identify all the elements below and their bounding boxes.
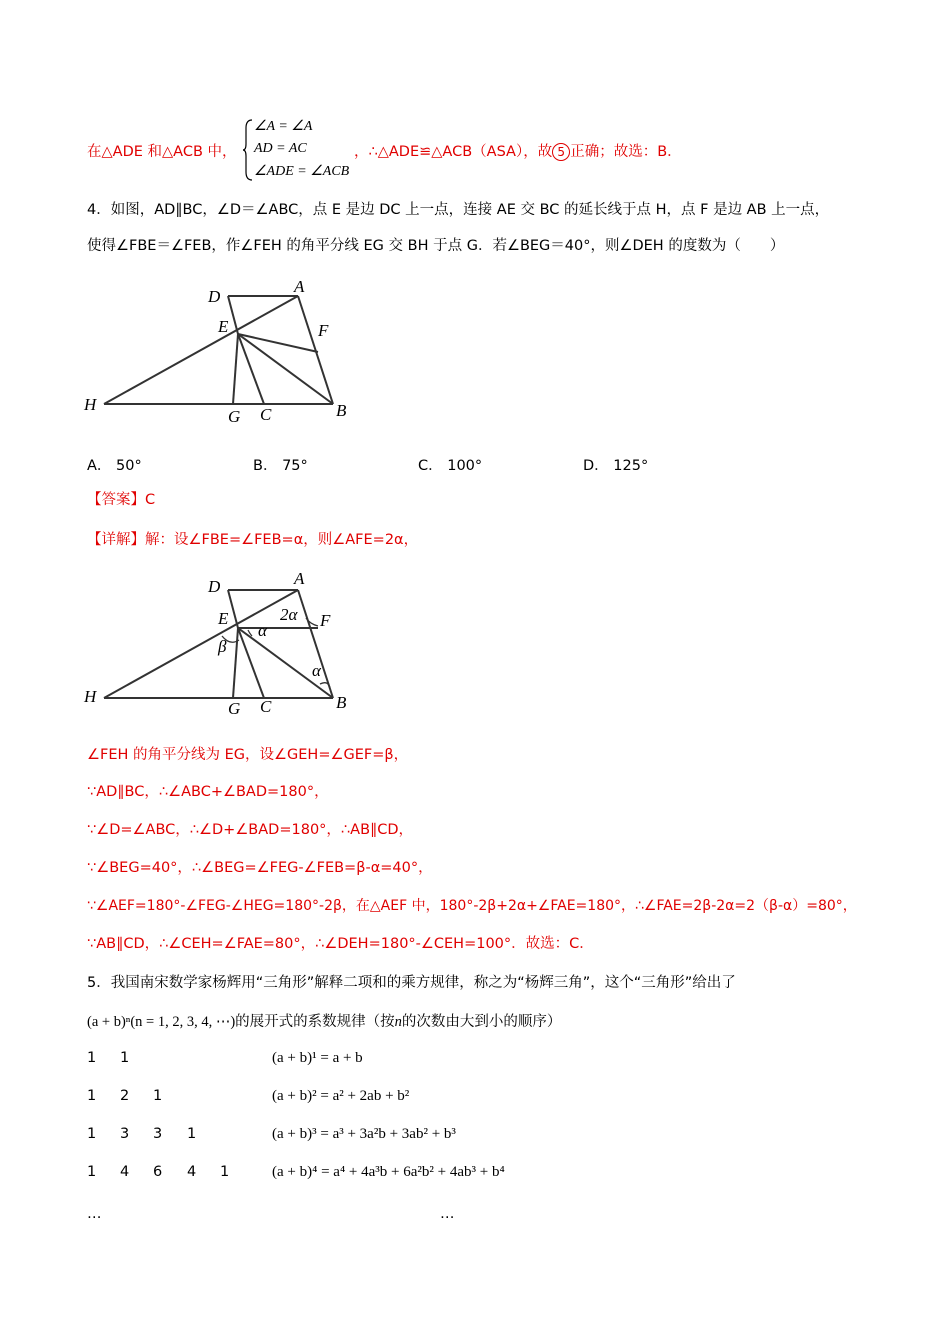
label-a: A [294,277,305,296]
ellipsis-left: … [87,1206,102,1222]
triangle-row-3: 1 3 3 1 (a + b)³ = a³ + 3a²b + 3ab² + b³ [87,1126,456,1142]
triangle-row-2: 1 2 1 (a + b)² = a² + 2ab + b² [87,1088,410,1104]
label-h-2: H [84,687,97,706]
answer-line: 【答案】C [87,492,156,508]
q5-text-line1: 5．我国南宋数学家杨辉用“三角形”解释二项和的乘方规律，称之为“杨辉三角”，这个“三角形”给出了 [87,975,736,991]
system-line-2: AD = AC [254,141,307,156]
option-a: A． 50° [87,458,142,474]
circled-number: 5 [552,143,570,161]
q4-text-line1: 4．如图，AD∥BC，∠D＝∠ABC，点 E 是边 DC 上一点，连接 AE 交 BC 的延长线于点 H，点 F 是边 AB 上一点， [87,202,830,218]
label-g: G [228,407,241,426]
option-d: D． 125° [583,458,649,474]
label-alpha: α [258,621,267,640]
system-line-3: ∠ADE = ∠ACB [254,164,350,179]
q4-figure [80,272,360,432]
q4-solution-figure [80,566,360,726]
triangle-row-4: 1 4 6 4 1 (a + b)⁴ = a⁴ + 4a³b + 6a²b² + 4ab³ + b⁴ [87,1164,505,1180]
label-e-2: E [218,609,229,628]
label-f-2: F [320,611,331,630]
label-d: D [208,287,221,306]
label-alpha-b: α [312,661,321,680]
label-beta: β [218,637,227,656]
label-c: C [260,405,272,424]
label-b: B [336,401,347,420]
q5-text-line2: (a + b)ⁿ(n = 1, 2, 3, 4, ⋯)的展开式的系数规律（按n的次数由大到小的顺序） [87,1014,562,1030]
detail-intro: 【详解】解：设∠FBE=∠FEB=α，则∠AFE=2α， [87,532,419,548]
label-b-2: B [336,693,347,712]
label-a-2: A [294,569,305,588]
q3-answer-suffix: ，∴△ADE≌△ACB（ASA），故 5 正确；故选：B． [354,144,682,160]
ellipsis-right: … [440,1206,455,1222]
brace-symbol [242,118,254,182]
step-4: ∵∠BEG=40°，∴∠BEG=∠FEG-∠FEB=β-α=40°， [87,860,433,876]
label-f: F [318,321,329,340]
q4-text-line2: 使得∠FBE＝∠FEB，作∠FEH 的角平分线 EG 交 BH 于点 G．若∠BEG＝40°，则∠DEH 的度数为（ ） [87,238,785,254]
label-2alpha: 2α [280,605,298,624]
q3-answer-prefix: 在△ADE 和△ACB 中， [87,144,237,160]
step-3: ∵∠D=∠ABC，∴∠D+∠BAD=180°，∴AB∥CD， [87,822,414,838]
step-2: ∵AD∥BC，∴∠ABC+∠BAD=180°， [87,784,329,800]
triangle-row-1: 1 1 (a + b)¹ = a + b [87,1050,363,1066]
label-d-2: D [208,577,221,596]
option-c: C． 100° [418,458,483,474]
label-h: H [84,395,97,414]
label-e: E [218,317,229,336]
label-c-2: C [260,697,272,716]
option-b: B． 75° [253,458,308,474]
step-5: ∵∠AEF=180°-∠FEG-∠HEG=180°-2β，在△AEF 中，180°-2β+2α+∠FAE=180°，∴∠FAE=2β-2α=2（β-α）=80°， [87,898,857,914]
system-line-1: ∠A = ∠A [254,119,313,134]
step-1: ∠FEH 的角平分线为 EG，设∠GEH=∠GEF=β， [87,747,409,763]
label-g-2: G [228,699,241,718]
step-6: ∵AB∥CD，∴∠CEH=∠FAE=80°，∴∠DEH=180°-∠CEH=100°．故选：C． [87,936,594,952]
